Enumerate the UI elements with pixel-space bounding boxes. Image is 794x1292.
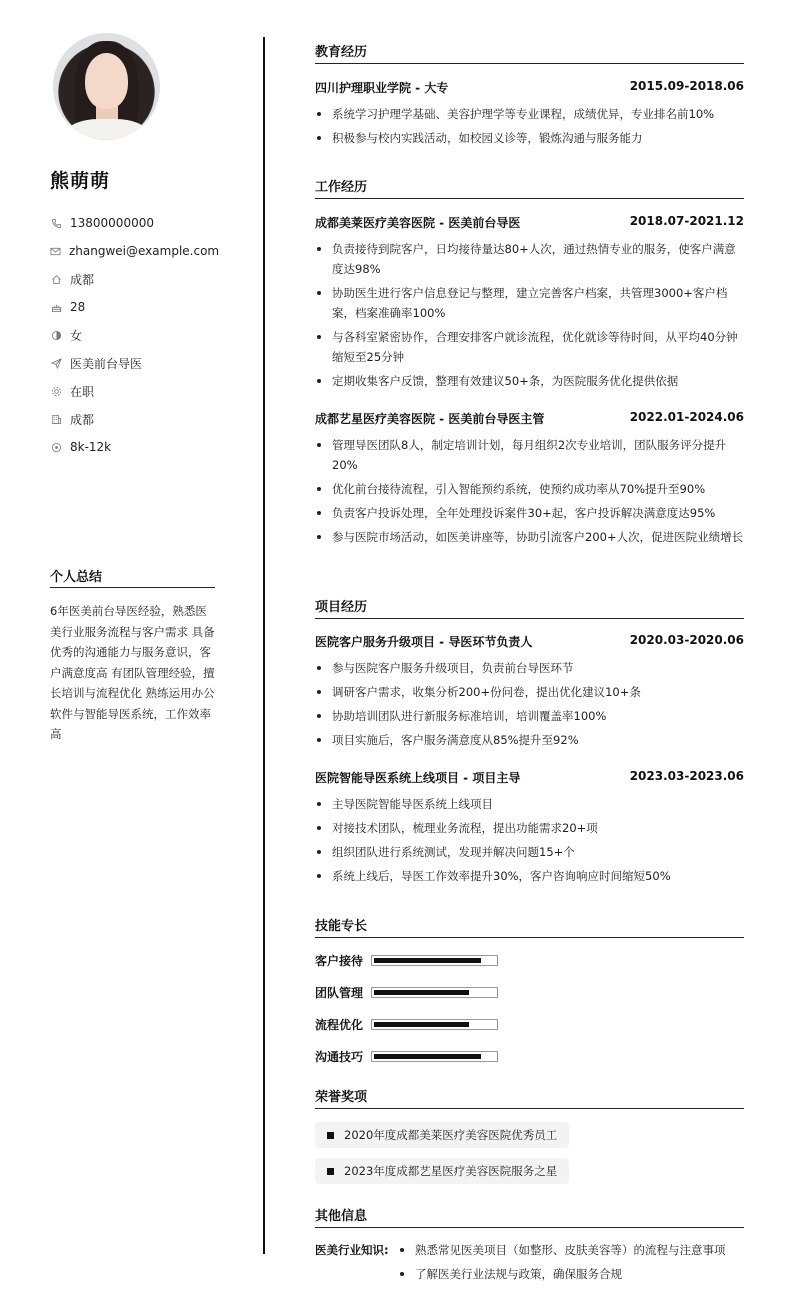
work-entry-head: [315, 214, 744, 231]
location-text: 成都: [70, 412, 95, 427]
skill-row: [315, 952, 498, 969]
status-icon: [50, 385, 62, 397]
list-item: 了解医美行业法规与政策，确保服务合规: [398, 1264, 744, 1284]
phone-icon: [50, 217, 62, 229]
home-icon: [50, 273, 62, 285]
skill-bar-fill: [374, 958, 481, 963]
list-item: 系统上线后，导医工作效率提升30%，客户咨询响应时间缩短50%: [315, 866, 744, 886]
work-bullets: [315, 239, 744, 395]
summary-title: 个人总结: [50, 566, 215, 588]
project-entry-head: [315, 633, 744, 650]
list-item: 系统学习护理学基础、美容护理学等专业课程，成绩优异，专业排名前10%: [315, 104, 744, 124]
salary-text: 8k-12k: [70, 440, 112, 454]
other-key: 医美行业知识:: [315, 1243, 389, 1257]
award-text: 2020年度成都美莱医疗美容医院优秀员工: [344, 1128, 558, 1142]
list-item: 调研客户需求，收集分析200+份问卷，提出优化建议10+条: [315, 682, 744, 702]
skill-row: [315, 1048, 498, 1065]
other-title: 其他信息: [315, 1205, 744, 1228]
send-icon: [50, 357, 62, 369]
skill-row: [315, 984, 498, 1001]
info-item: [50, 405, 215, 433]
info-item: [50, 349, 215, 377]
award-text: 2023年度成都艺星医疗美容医院服务之星: [344, 1164, 558, 1178]
education-title: 教育经历: [315, 41, 744, 64]
skill-row: [315, 1016, 498, 1033]
entry-heading: 成都美莱医疗美容医院 - 医美前台导医: [315, 216, 521, 230]
award-item: [315, 1158, 569, 1184]
summary-text: 6年医美前台导医经验，熟悉医美行业服务流程与客户需求 具备优秀的沟通能力与服务意识，客户满意度高 有团队管理经验，擅长培训与流程优化 熟练运用办公软件与智能导医系统，工作效率高: [50, 604, 215, 741]
list-item: 定期收集客户反馈，整理有效建议50+条，为医院服务优化提供依据: [315, 371, 744, 391]
skill-label: 沟通技巧: [315, 1050, 364, 1064]
list-item: 积极参与校内实践活动，如校园义诊等，锻炼沟通与服务能力: [315, 128, 744, 148]
list-item: 协助医生进行客户信息登记与整理，建立完善客户档案，共管理3000+客户档案，档案准确率100%: [315, 283, 744, 323]
skill-bar: [371, 1051, 498, 1062]
skill-bar-fill: [374, 1022, 469, 1027]
cake-icon: [50, 301, 62, 313]
phone-text: 13800000000: [70, 216, 154, 230]
skill-label: 客户接待: [315, 954, 364, 968]
info-item: [50, 321, 215, 349]
list-item: 与各科室紧密协作，合理安排客户就诊流程，优化就诊等待时间，从平均40分钟缩短至25分钟: [315, 327, 744, 367]
info-item: [50, 237, 220, 265]
contact-info-list: [50, 209, 220, 461]
gender-text: 女: [70, 328, 83, 343]
square-bullet-icon: [327, 1168, 334, 1175]
other-list: [398, 1240, 744, 1288]
info-item: [50, 265, 215, 293]
skill-bar-fill: [374, 990, 469, 995]
list-item: 参与医院客户服务升级项目，负责前台导医环节: [315, 658, 744, 678]
mail-icon: [50, 245, 61, 257]
age-text: 28: [70, 300, 86, 314]
skill-bar: [371, 1019, 498, 1030]
entry-date: 2018.07-2021.12: [629, 214, 744, 228]
work-entry-head: [315, 410, 744, 427]
entry-heading: 成都艺星医疗美容医院 - 医美前台导医主管: [315, 412, 545, 426]
avatar: [53, 33, 160, 140]
list-item: 参与医院市场活动，如医美讲座等，协助引流客户200+人次，促进医院业绩增长: [315, 527, 744, 547]
skill-bar: [371, 955, 498, 966]
work-bullets: [315, 435, 744, 551]
salary-icon: [50, 441, 62, 453]
entry-heading: 四川护理职业学院 - 大专: [315, 81, 449, 95]
list-item: 管理导医团队8人，制定培训计划，每月组织2次专业培训，团队服务评分提升20%: [315, 435, 744, 475]
list-item: 负责客户投诉处理，全年处理投诉案件30+起，客户投诉解决满意度达95%: [315, 503, 744, 523]
info-item: [50, 433, 215, 461]
building-icon: [50, 413, 62, 425]
profile-column: [50, 33, 220, 461]
entry-date: 2015.09-2018.06: [629, 79, 744, 93]
list-item: 优化前台接待流程，引入智能预约系统，使预约成功率从70%提升至90%: [315, 479, 744, 499]
info-item: [50, 209, 215, 237]
work-title: 工作经历: [315, 176, 744, 199]
education-bullets: [315, 104, 744, 152]
city-text: 成都: [70, 272, 95, 287]
gender-icon: [50, 329, 62, 341]
project-entry-head: [315, 769, 744, 786]
education-entry-head: [315, 79, 744, 96]
entry-heading: 医院客户服务升级项目 - 导医环节负责人: [315, 635, 533, 649]
skills-title: 技能专长: [315, 915, 744, 938]
list-item: 负责接待到院客户，日均接待量达80+人次，通过热情专业的服务，使客户满意度达98%: [315, 239, 744, 279]
entry-date: 2022.01-2024.06: [629, 410, 744, 424]
project-bullets: [315, 658, 744, 754]
list-item: 协助培训团队进行新服务标准培训，培训覆盖率100%: [315, 706, 744, 726]
awards-title: 荣誉奖项: [315, 1086, 744, 1109]
skill-label: 流程优化: [315, 1018, 364, 1032]
job-status-text: 在职: [70, 384, 95, 399]
skill-bar: [371, 987, 498, 998]
column-divider: [263, 37, 265, 1254]
entry-date: 2023.03-2023.06: [629, 769, 744, 783]
list-item: 熟悉常见医美项目（如整形、皮肤美容等）的流程与注意事项: [398, 1240, 744, 1260]
skill-label: 团队管理: [315, 986, 364, 1000]
info-item: [50, 377, 215, 405]
entry-date: 2020.03-2020.06: [629, 633, 744, 647]
list-item: 项目实施后，客户服务满意度从85%提升至92%: [315, 730, 744, 750]
entry-heading: 医院智能导医系统上线项目 - 项目主导: [315, 771, 521, 785]
list-item: 组织团队进行系统测试，发现并解决问题15+个: [315, 842, 744, 862]
square-bullet-icon: [327, 1132, 334, 1139]
award-item: [315, 1122, 569, 1148]
list-item: 对接技术团队，梳理业务流程，提出功能需求20+项: [315, 818, 744, 838]
projects-title: 项目经历: [315, 596, 744, 619]
project-bullets: [315, 794, 744, 890]
profile-name: 熊萌萌: [50, 170, 111, 192]
list-item: 主导医院智能导医系统上线项目: [315, 794, 744, 814]
position-text: 医美前台导医: [70, 356, 143, 371]
skill-bar-fill: [374, 1054, 481, 1059]
info-item: [50, 293, 215, 321]
email-text: zhangwei@example.com: [69, 244, 220, 258]
